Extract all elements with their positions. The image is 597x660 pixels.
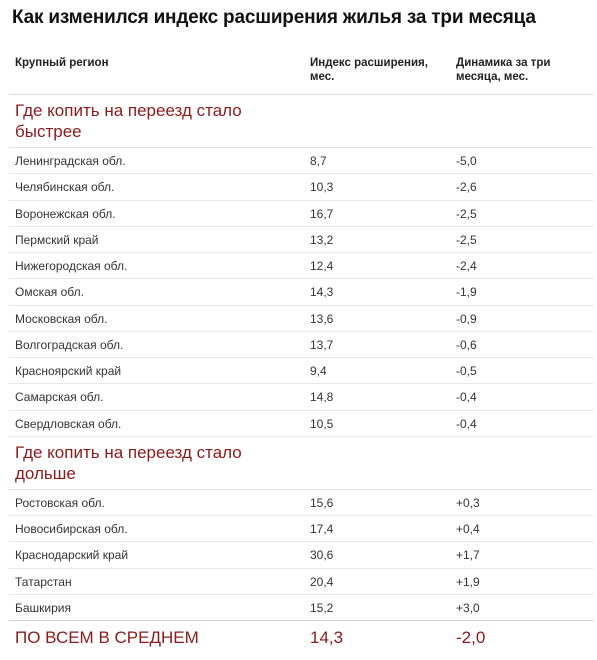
- dynamics-cell: -0,4: [456, 390, 477, 405]
- index-cell: 10,5: [310, 416, 334, 431]
- table-row: [9, 148, 593, 174]
- region-cell: Краснодарский край: [15, 548, 129, 563]
- region-cell: Воронежская обл.: [15, 206, 116, 221]
- dynamics-cell: +0,4: [456, 522, 480, 536]
- table-row: [9, 411, 593, 437]
- region-cell: Пермский край: [15, 232, 99, 247]
- region-cell: Свердловская обл.: [15, 416, 122, 431]
- section-title-faster: Где копить на переезд стало быстрее: [15, 101, 242, 141]
- dynamics-cell: +0,3: [456, 495, 480, 510]
- dynamics-cell: -2,4: [456, 259, 477, 273]
- table-row: [9, 542, 593, 568]
- region-cell: Ленинградская обл.: [15, 154, 126, 168]
- region-cell: Новосибирская обл.: [15, 522, 128, 536]
- index-cell: 8,7: [310, 154, 327, 168]
- table-row: [9, 595, 593, 621]
- index-cell: 10,3: [310, 180, 334, 195]
- index-cell: 13,2: [310, 232, 334, 247]
- table-row: [9, 201, 593, 227]
- total-label: ПО ВСЕМ В СРЕДНЕМ: [15, 628, 199, 647]
- region-cell: Татарстан: [15, 574, 72, 589]
- table-row: [9, 279, 593, 305]
- total-row: [9, 621, 593, 653]
- region-cell: Ростовская обл.: [15, 495, 105, 510]
- dynamics-cell: +1,9: [456, 574, 480, 589]
- dynamics-cell: -5,0: [456, 154, 477, 168]
- column-header-index: Индекс расширения, мес.: [310, 57, 428, 83]
- table-row: [9, 490, 593, 516]
- section-faster: [9, 95, 593, 148]
- table-row: [9, 306, 593, 332]
- table-row: [9, 569, 593, 595]
- table-row: [9, 384, 593, 410]
- total-index: 14,3: [310, 628, 344, 647]
- index-cell: 9,4: [310, 364, 327, 378]
- table-row: [9, 516, 593, 542]
- index-cell: 20,4: [310, 574, 334, 589]
- dynamics-cell: -0,4: [456, 416, 477, 431]
- index-cell: 17,4: [310, 522, 334, 536]
- section-slower: [9, 437, 593, 490]
- index-cell: 15,2: [310, 600, 334, 615]
- table-row: [9, 358, 593, 384]
- table-row: [9, 174, 593, 200]
- index-cell: 14,3: [310, 285, 334, 300]
- table-row: [9, 253, 593, 279]
- region-cell: Челябинская обл.: [15, 180, 115, 195]
- column-header-dynamics: Динамика за три месяца, мес.: [456, 57, 551, 83]
- dynamics-cell: -0,5: [456, 364, 477, 378]
- region-cell: Башкирия: [15, 600, 72, 615]
- region-cell: Красноярский край: [15, 364, 122, 378]
- region-cell: Нижегородская обл.: [15, 259, 128, 273]
- column-header-region: Крупный регион: [15, 57, 109, 69]
- data-table: [9, 48, 593, 653]
- dynamics-cell: -2,5: [456, 232, 477, 247]
- index-cell: 15,6: [310, 495, 334, 510]
- dynamics-cell: -2,5: [456, 206, 477, 221]
- index-cell: 13,7: [310, 337, 334, 352]
- page-title: Как изменился индекс расширения жилья за три месяца: [12, 7, 536, 28]
- index-cell: 13,6: [310, 311, 334, 326]
- dynamics-cell: +3,0: [456, 600, 480, 615]
- region-cell: Волгоградская обл.: [15, 337, 124, 352]
- region-cell: Омская обл.: [15, 285, 84, 300]
- index-cell: 14,8: [310, 390, 334, 405]
- dynamics-cell: -2,6: [456, 180, 477, 195]
- region-cell: Московская обл.: [15, 311, 108, 326]
- index-cell: 30,6: [310, 548, 334, 563]
- section-title-slower: Где копить на переезд стало дольше: [15, 442, 242, 483]
- table-row: [9, 227, 593, 253]
- index-cell: 16,7: [310, 206, 334, 221]
- table-header: [9, 48, 593, 95]
- index-cell: 12,4: [310, 259, 334, 273]
- dynamics-cell: -0,9: [456, 311, 477, 326]
- table-row: [9, 332, 593, 358]
- region-cell: Самарская обл.: [15, 390, 104, 405]
- total-dynamics: -2,0: [456, 628, 486, 647]
- dynamics-cell: -0,6: [456, 337, 477, 352]
- dynamics-cell: -1,9: [456, 285, 477, 300]
- dynamics-cell: +1,7: [456, 548, 480, 563]
